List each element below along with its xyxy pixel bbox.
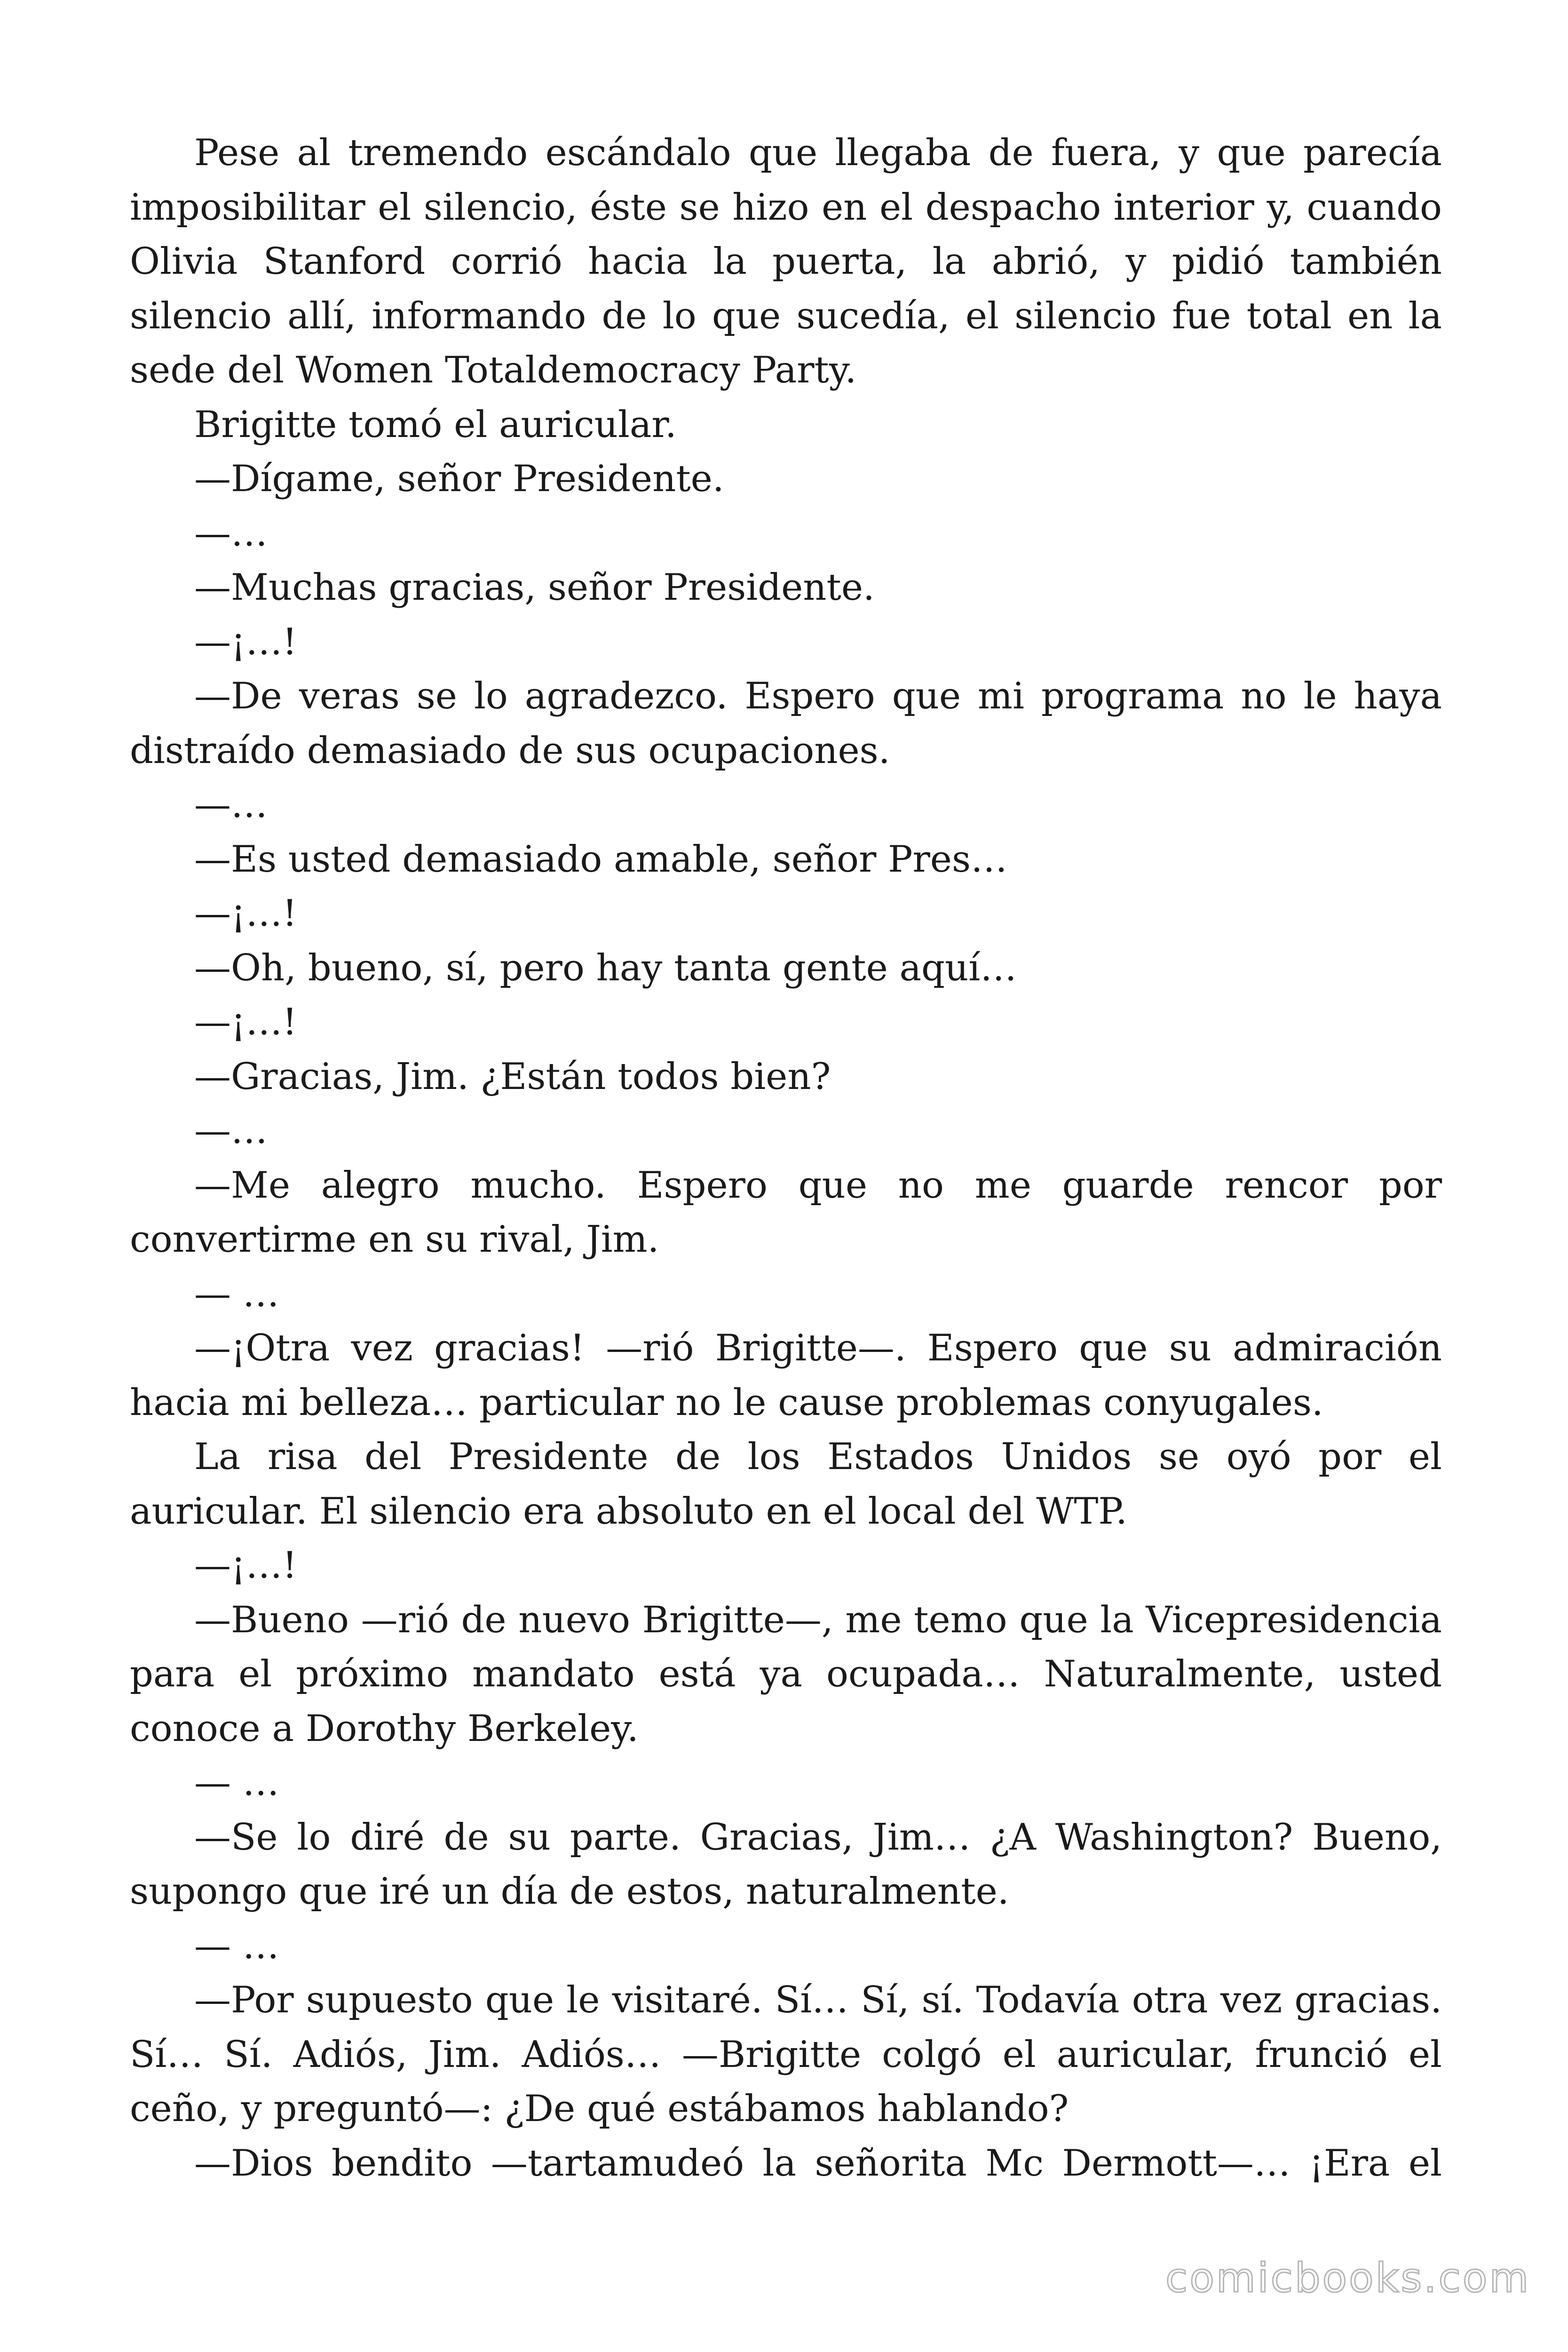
paragraph-25: —Dios bendito —tartamudeó la señorita Mc Dermott—… ¡Era el bbox=[194, 2142, 1442, 2185]
paragraph-16: — … bbox=[194, 1272, 279, 1315]
paragraph-19: —¡…! bbox=[194, 1544, 297, 1587]
paragraph-24: —Por supuesto que le visitaré. Sí… Sí, sí. Todavía otra vez gracias. Sí… Sí. Adiós, Jim. Adiós… —Brigitte colgó el auricular, frunció el ceño, y preguntó—: ¿De qué estábamos hablando? bbox=[130, 1979, 1442, 2130]
paragraph-20: —Bueno —rió de nuevo Brigitte—, me temo que la Vicepresidencia para el próximo mandato está ya ocupada… Naturalmente, usted conoce a Dorothy Berkeley. bbox=[130, 1598, 1442, 1750]
paragraph-13: —Gracias, Jim. ¿Están todos bien? bbox=[194, 1055, 831, 1098]
paragraph-12: —¡…! bbox=[194, 1001, 297, 1043]
paragraph-3: —Dígame, señor Presidente. bbox=[194, 458, 724, 500]
paragraph-7: —De veras se lo agradezco. Espero que mi programa no le haya distraído demasiado de sus ocupaciones. bbox=[130, 675, 1442, 772]
paragraph-9: —Es usted demasiado amable, señor Pres… bbox=[194, 838, 1007, 881]
paragraph-17: —¡Otra vez gracias! —rió Brigitte—. Espero que su admiración hacia mi belleza… particular no le cause problemas conyugales. bbox=[130, 1327, 1442, 1424]
paragraph-2: Brigitte tomó el auricular. bbox=[194, 403, 677, 446]
paragraph-8: —… bbox=[194, 784, 268, 826]
paragraph-15: —Me alegro mucho. Espero que no me guarde rencor por convertirme en su rival, Jim. bbox=[130, 1164, 1442, 1261]
paragraph-4: —… bbox=[194, 512, 268, 555]
watermark: comicbooks.com bbox=[1165, 2255, 1531, 2302]
paragraph-18: La risa del Presidente de los Estados Unidos se oyó por el auricular. El silencio era absoluto en el local del WTP. bbox=[130, 1436, 1442, 1533]
paragraph-23: — … bbox=[194, 1924, 279, 1967]
paragraph-21: — … bbox=[194, 1762, 279, 1804]
paragraph-1: Pese al tremendo escándalo que llegaba de fuera, y que parecía imposibilitar el silencio, éste se hizo en el despacho interior y, cuando Olivia Stanford corrió hacia la puerta, la abrió, y pidió también silencio allí, informando de lo que sucedía, el silencio fue total en la sede del Women Totaldemocracy Party. bbox=[130, 132, 1442, 391]
page-body bbox=[130, 126, 1442, 2191]
paragraph-14: —… bbox=[194, 1110, 268, 1152]
paragraph-10: —¡…! bbox=[194, 892, 297, 935]
paragraph-22: —Se lo diré de su parte. Gracias, Jim… ¿A Washington? Bueno, supongo que iré un día de estos, naturalmente. bbox=[130, 1816, 1442, 1913]
paragraph-6: —¡…! bbox=[194, 620, 297, 663]
paragraph-11: —Oh, bueno, sí, pero hay tanta gente aquí… bbox=[194, 946, 1017, 989]
paragraph-5: —Muchas gracias, señor Presidente. bbox=[194, 566, 875, 609]
